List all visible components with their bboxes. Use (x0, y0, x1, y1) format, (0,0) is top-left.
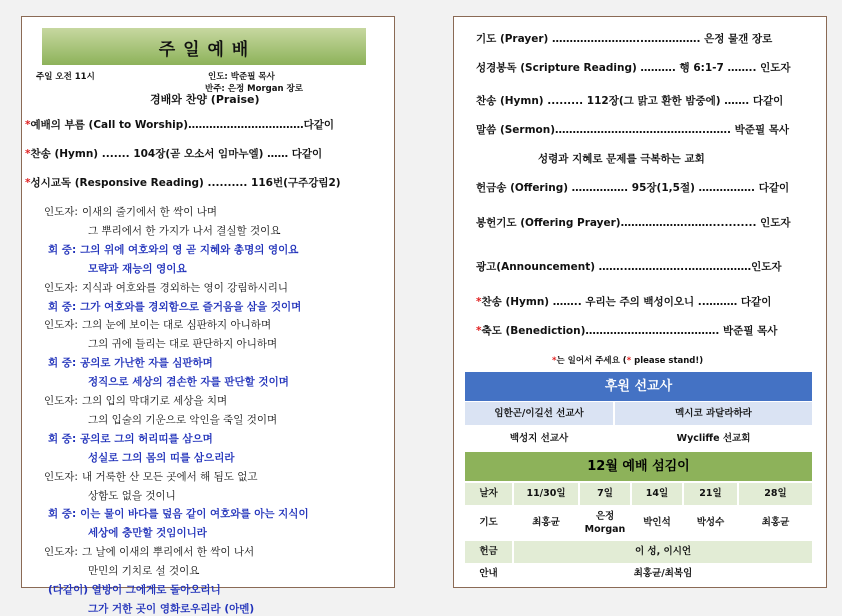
service-time: 주일 오전 11시 (36, 72, 95, 82)
reading-line (88, 563, 199, 578)
reading-text: 그가 여호와를 경외함으로 즐거움을 삼을 것이며 (80, 300, 302, 313)
reading-text: 정직으로 세상의 겸손한 자를 판단할 것이며 (88, 376, 289, 389)
reading-line (88, 450, 234, 465)
reading-line (88, 336, 277, 351)
reading-text: 공의로 그의 허리띠를 삼으며 (80, 432, 213, 445)
reading-speaker: 인도자: (44, 281, 78, 294)
reading-speaker: 회 중: (48, 508, 77, 521)
schedule-offering-label: 헌금 (465, 541, 512, 563)
reading-text: 모략과 재능의 영이요 (88, 262, 187, 275)
reading-text: 그 날에 이새의 뿌리에서 한 싹이 나서 (81, 546, 255, 559)
missionary-cell: 멕시코 과달라하라 (615, 402, 812, 425)
schedule-header-cell: 날자 (465, 483, 512, 505)
reading-line (48, 299, 301, 314)
order-offering-song: 헌금송 (Offering) ……………. 95장(1,5절) ……………. 다같이 (476, 182, 790, 194)
reading-line (48, 242, 298, 257)
reading-text: 공의로 가난한 자를 심판하며 (80, 357, 213, 370)
reading-text: (다같이) 열방이 그에게로 돌아오리니 (48, 584, 221, 596)
reading-text: 만민의 기치로 설 것이요 (88, 565, 200, 578)
order-sermon: 말씀 (Sermon)…………………………………….……. 박준필 목사 (476, 124, 790, 136)
schedule-prayer-cell: 최홍균 (514, 507, 578, 539)
reading-line (88, 525, 207, 540)
order-closing-hymn: *찬송 (Hymn) …….. 우리는 주의 백성이오니 ..……… 다같이 (476, 296, 772, 308)
reading-text: 이새의 줄기에서 한 싹이 나며 (81, 206, 218, 218)
reading-line (44, 280, 288, 295)
reading-speaker: 회 중: (48, 432, 77, 445)
schedule-prayer-cell: 박성수 (684, 507, 737, 539)
reading-line (44, 393, 227, 408)
order-scripture: 성경봉독 (Scripture Reading) ………. 행 6:1-7 …….. 인도자 (476, 62, 791, 74)
schedule-prayer-cell: 은정 Morgan (580, 507, 630, 539)
service-title: 주 일 예 배 (158, 40, 250, 60)
reading-text: 그의 위에 여호와의 영 곧 지혜와 총명의 영이요 (80, 243, 299, 256)
reading-text: 이는 물이 바다를 덮음 같이 여호와를 아는 지식이 (80, 508, 309, 521)
accompanist-info: 반주: 은정 Morgan 장로 (205, 84, 303, 94)
schedule-prayer-cell: 기도 (465, 507, 512, 539)
reading-line (48, 355, 213, 370)
reading-text: 그의 입의 막대기로 세상을 치며 (81, 395, 228, 407)
order-item-reading: *성시교독 (Responsive Reading) .......... 116번(구주강림2) (25, 177, 341, 189)
missionary-cell: 임한곤/이길선 선교사 (465, 402, 613, 425)
schedule-header-cell: 21일 (684, 483, 737, 505)
reading-speaker: 인도자: (44, 395, 78, 407)
order-prayer: 기도 (Prayer) ……………………..……………. 은정 물갠 장로 (476, 33, 773, 45)
reading-speaker: 인도자: (44, 546, 78, 559)
order-item-call: *예배의 부름 (Call to Worship)……………………………다같이 (25, 119, 335, 131)
reading-speaker: 회 중: (48, 300, 77, 313)
reading-speaker: 인도자: (44, 470, 78, 483)
schedule-header-cell: 28일 (739, 483, 812, 505)
schedule-header-cell: 11/30일 (514, 483, 578, 505)
order-item-hymn: *찬송 (Hymn) ....... 104장(곧 오소서 임마누엘) …… 다같이 (25, 148, 323, 160)
schedule-prayer-cell: 박인석 (632, 507, 682, 539)
reading-speaker: 회 중: (48, 243, 77, 256)
schedule-offering-value: 이 성, 이시언 (514, 541, 812, 563)
reading-text: 그의 눈에 보이는 대로 심판하지 아니하며 (81, 319, 272, 332)
schedule-header-cell: 14일 (632, 483, 682, 505)
reading-line (44, 469, 257, 484)
reading-speaker: 회 중: (48, 357, 77, 370)
order-benediction: *축도 (Benediction)…………………….…………. 박준필 목사 (476, 325, 778, 337)
reading-line (88, 601, 254, 616)
stand-note: *는 일어서 주세요 (* please stand!) (552, 356, 704, 366)
reading-line (44, 317, 271, 332)
leader-info: 인도: 박준필 목사 (208, 72, 275, 82)
sermon-title: 성령과 지혜로 문제를 극복하는 교회 (538, 153, 705, 165)
reading-line (88, 223, 280, 238)
reading-line (88, 374, 289, 389)
left-page (21, 16, 395, 615)
reading-text: 그 뿌리에서 한 가지가 나서 결실할 것이요 (88, 224, 281, 237)
right-page (453, 16, 827, 588)
reading-text: 지식과 여호와를 경외하는 영이 강림하시리니 (81, 281, 289, 294)
reading-line (88, 261, 187, 276)
praise-heading: 경배와 찬양 (Praise) (150, 93, 260, 106)
reading-line (48, 506, 309, 521)
reading-text: 상함도 없을 것이니 (88, 489, 176, 502)
title-banner (42, 28, 366, 65)
reading-line (88, 412, 277, 427)
reading-speaker: 인도자: (44, 206, 78, 218)
reading-line (48, 431, 213, 446)
schedule-guide-label: 안내 (465, 565, 512, 583)
order-announcement: 광고(Announcement) ……..……………..………………인도자 (476, 261, 782, 273)
order-offering-prayer: 봉헌기도 (Offering Prayer)……………….……............ 인도자 (476, 217, 791, 229)
reading-text: 성실로 그의 몸의 띠를 삼으리라 (88, 451, 235, 464)
service-schedule-header: 12월 예배 섬김이 (465, 452, 812, 481)
reading-line (44, 544, 254, 559)
schedule-header-cell: 7일 (580, 483, 630, 505)
order-hymn: 찬송 (Hymn) ......... 112장(그 맑고 환한 밤중에) ……. 다같이 (476, 95, 784, 107)
schedule-guide-value: 최홍균/최복임 (514, 565, 812, 583)
reading-text: 그의 귀에 들리는 대로 판단하지 아니하며 (88, 338, 278, 351)
reading-line (88, 488, 176, 503)
reading-speaker: 인도자: (44, 319, 78, 332)
reading-text: 내 거룩한 산 모든 곳에서 해 됨도 없고 (81, 470, 258, 483)
reading-text: 그의 입술의 기운으로 악인을 죽일 것이며 (88, 413, 278, 426)
missionary-cell: 백성지 선교사 (465, 427, 613, 450)
reading-line (44, 204, 217, 219)
reading-text: 세상에 충만할 것임이니라 (88, 527, 207, 540)
schedule-prayer-cell: 최홍균 (739, 507, 812, 539)
missionary-header: 후원 선교사 (465, 372, 812, 401)
missionary-cell: Wycliffe 선교회 (615, 427, 812, 450)
reading-text: 그가 거한 곳이 영화로우리라 (아멘) (88, 602, 255, 615)
